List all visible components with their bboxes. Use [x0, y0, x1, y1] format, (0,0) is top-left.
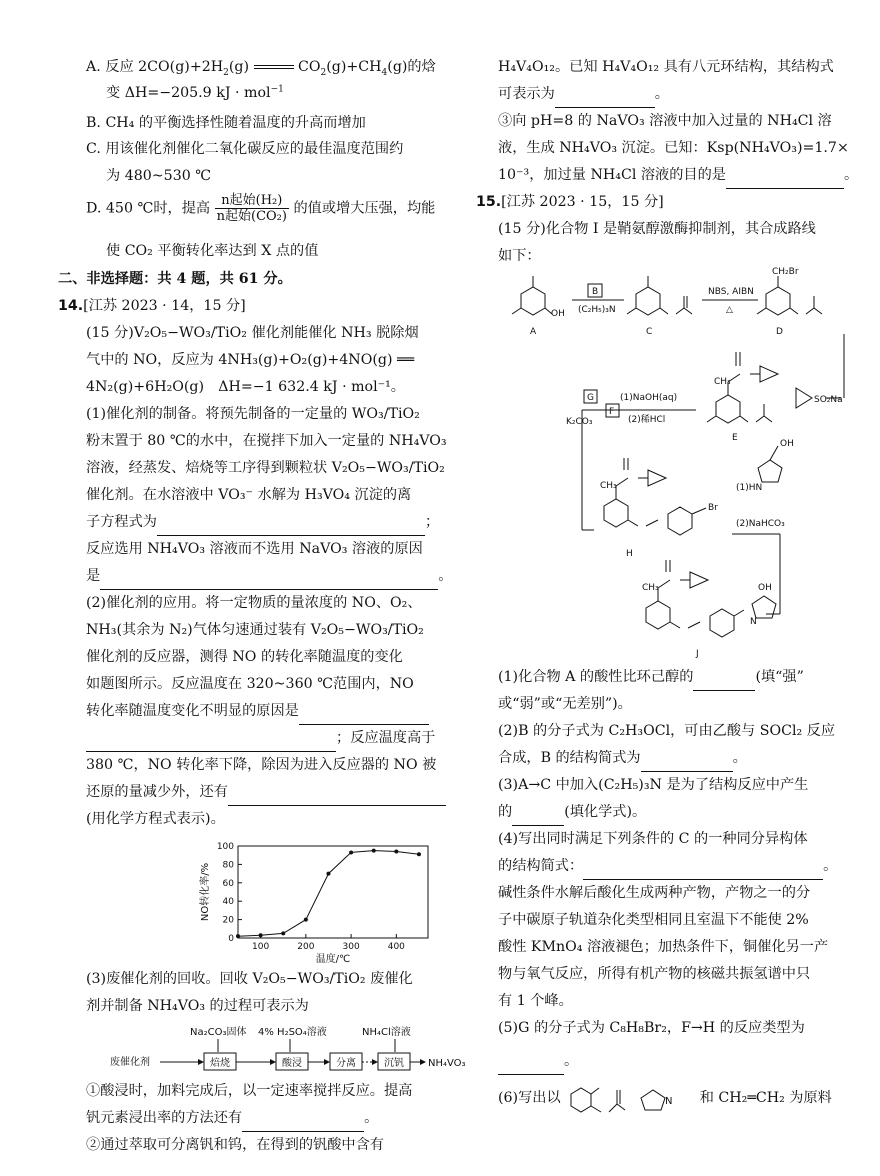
starting-materials-structure	[565, 1078, 695, 1118]
no-conversion-chart	[192, 836, 442, 966]
label-c: C	[646, 327, 653, 337]
svg-text:CH₂Br: CH₂Br	[772, 267, 799, 277]
svg-text:OH: OH	[780, 439, 794, 449]
svg-text:(C₂H₅)₃N: (C₂H₅)₃N	[578, 305, 616, 315]
option-c: C. 用该催化剂催化二氧化碳反应的最佳温度范围约	[86, 141, 404, 157]
recovery-flow-diagram	[110, 1022, 480, 1074]
answer-blank[interactable]	[299, 708, 429, 725]
option-d: D. 450 ℃时，提高 $\frac{\text{n起始(H₂)}}{\text{n起始(CO₂)}}$ 的值或增大压强，均能	[86, 193, 436, 224]
data-point	[236, 934, 240, 938]
svg-text:(2)NaHCO₃: (2)NaHCO₃	[736, 519, 785, 529]
q14-part3-subs: ①酸浸时，加料完成后，以一定速率搅拌反应。提高 钒元素浸出率的方法还有 。 ②通过萃取可分离钒和钨，在得到的钒酸中含有	[86, 1083, 413, 1153]
svg-text:N: N	[665, 1096, 673, 1107]
answer-blank[interactable]	[86, 735, 336, 752]
answer-blank[interactable]	[100, 573, 438, 590]
data-point	[326, 872, 330, 876]
flow-step-2: 酸浸	[282, 1058, 302, 1069]
flow-reagent-3: NH₄Cl溶液	[362, 1027, 411, 1038]
y-tick-label: 0	[228, 934, 234, 944]
svg-text:SO₂Na: SO₂Na	[814, 395, 843, 405]
q14-header: 14.[江苏 2023 · 14，15 分]	[58, 298, 246, 314]
svg-text:(2)稀HCl: (2)稀HCl	[628, 415, 666, 425]
flow-reagent-2: 4% H₂SO₄溶液	[258, 1027, 327, 1038]
svg-text:△: △	[726, 305, 733, 315]
x-tick-label: 200	[297, 942, 315, 952]
q15-intro: (15 分)化合物 I 是鞘氨醇激酶抑制剂，其合成路线 如下：	[498, 221, 816, 264]
option-a: A. 反应 $2CO(g)+2H_2(g)$ $CO_2(g)+CH_4(g)$的焓	[86, 59, 436, 78]
answer-blank[interactable]	[726, 172, 844, 189]
svg-text:CH₃: CH₃	[600, 481, 617, 491]
svg-text:NBS, AIBN: NBS, AIBN	[708, 287, 754, 297]
label-h: H	[626, 549, 633, 559]
flow-end: NH₄VO₃	[428, 1058, 466, 1069]
q15-part6: (6)写出以 N 和 CH₂═CH₂ 为原料	[498, 1078, 870, 1118]
q15-questions: (1)化合物 A 的酸性比环己醇的 (填“强” 或“弱”或“无差别”)。 (2)B 的分子式为 C₂H₃OCl，可由乙酸与 SOCl₂ 反应 合成，B 的结构简式为 。 (3)A→C 中加入(C₂H₅)₃N 是为了结构反应中产生 的 (填化学式)。 (4)写出同时满足下列条件的 C 的一种同分异构体 的结构简式： 。 碱性条件水解后酸化生成两种产物，产物之一的分 子中碳原子轨道杂化类型相同且室温下不能使 2% 酸性 KMnO₄ 溶液褪色；加热条件下，铜催化另一产 物与氧气反应，所得有机产物的核磁共振氢谱中只 有 1 个峰。 (5)G 的分子式为 C₈H₈Br₂，F→H 的反应类型为 。	[498, 664, 870, 1075]
ratio-fraction: $\frac{\text{n起始(H₂)}}{\text{n起始(CO₂)}}$	[216, 193, 287, 224]
svg-text:CH₃: CH₃	[714, 377, 731, 387]
label-e: E	[732, 433, 738, 443]
q14-part3: (3)废催化剂的回收。回收 V₂O₅−WO₃/TiO₂ 废催化 剂并制备 NH₄VO₃ 的过程可表示为	[86, 971, 413, 1014]
section-heading: 二、非选择题：共 4 题，共 61 分。	[58, 271, 292, 287]
y-tick-label: 20	[222, 915, 234, 926]
answer-blank[interactable]	[693, 674, 755, 691]
x-tick-label: 100	[252, 942, 270, 952]
answer-blank[interactable]	[157, 519, 425, 536]
svg-text:K₂CO₃: K₂CO₃	[566, 417, 593, 427]
x-tick-label: 400	[387, 942, 405, 952]
label-b: B	[592, 287, 599, 297]
chart-frame	[238, 846, 428, 938]
y-tick-label: 100	[216, 842, 234, 852]
option-a-line2: 变 ΔH=−205.9 kJ · mol$^{-1}$	[106, 84, 284, 101]
option-c-line2: 为 480~530 ℃	[106, 168, 212, 184]
option-d-line2: 使 CO₂ 平衡转化率达到 X 点的值	[106, 243, 319, 259]
synthesis-scheme	[496, 264, 866, 664]
svg-text:CH₃: CH₃	[642, 583, 659, 593]
q15-header: 15.[江苏 2023 · 15，15 分]	[476, 194, 664, 210]
label-g: G	[587, 393, 594, 403]
x-tick-label: 300	[342, 942, 360, 952]
label-a: A	[530, 327, 537, 337]
answer-blank[interactable]	[228, 789, 446, 806]
data-point	[259, 933, 263, 937]
svg-text:(1)NaOH(aq): (1)NaOH(aq)	[620, 393, 678, 403]
data-point	[304, 918, 308, 922]
svg-text:N: N	[750, 617, 757, 627]
y-axis-label: NO转化率/%	[200, 862, 211, 922]
svg-text:OH: OH	[551, 309, 565, 319]
answer-blank[interactable]	[583, 863, 823, 880]
flow-step-4: 沉钒	[384, 1058, 404, 1069]
flow-step-1: 焙烧	[210, 1058, 230, 1069]
answer-blank[interactable]	[242, 1115, 364, 1132]
answer-blank[interactable]	[512, 809, 564, 826]
svg-text:(1)HN: (1)HN	[736, 483, 763, 493]
y-tick-label: 80	[222, 860, 234, 871]
option-b: B. CH₄ 的平衡选择性随着温度的升高而增加	[86, 115, 366, 131]
answer-blank[interactable]	[641, 755, 733, 772]
flow-reagent-1: Na₂CO₃固体	[190, 1027, 247, 1038]
label-f: F	[609, 407, 615, 417]
data-point	[281, 931, 285, 935]
q14-body: (15 分)V₂O₅−WO₃/TiO₂ 催化剂能催化 NH₃ 脱除烟 气中的 NO，反应为 4NH₃(g)+O₂(g)+4NO(g) ══ 4N₂(g)+6H₂O(g) ΔH=−1 632.4 kJ · mol⁻¹。 (1)催化剂的制备。将预先制备的一定量的 WO₃/TiO₂ 粉末置于 80 ℃的水中，在搅拌下加入一定量的 NH₄VO₃ 溶液，经蒸发、焙烧等工序得到颗粒状 V₂O₅−WO₃/TiO₂ 催化剂。在水溶液中 VO₃⁻ 水解为 H₃VO₄ 沉淀的离 子方程式为 ； 反应选用 NH₄VO₃ 溶液而不选用 NaVO₃ 溶液的原因 是 。 (2)催化剂的应用。将一定物质的量浓度的 NO、O₂、 NH₃(其余为 N₂)气体匀速通过装有 V₂O₅−WO₃/TiO₂ 催化剂的反应器，测得 NO 的转化率随温度的变化 如题图所示。反应温度在 320~360 ℃范围内，NO 转化率随温度变化不明显的原因是 ；反应温度高于 380 ℃，NO 转化率下降，除因为进入反应器的 NO 被 还原的量减少外，还有 (用化学方程式表示)。	[86, 325, 453, 827]
data-point	[349, 850, 353, 854]
svg-text:OH: OH	[758, 583, 772, 593]
label-d: D	[776, 327, 783, 337]
answer-blank[interactable]	[498, 1058, 564, 1075]
answer-blank[interactable]	[555, 91, 655, 108]
data-point	[417, 852, 421, 856]
label-j: J	[696, 649, 699, 659]
flow-start: 废催化剂	[110, 1057, 150, 1068]
flow-step-3: 分离	[336, 1058, 356, 1069]
y-tick-label: 40	[222, 897, 234, 908]
data-point	[372, 849, 376, 853]
q14-continued: H₄V₄O₁₂。已知 H₄V₄O₁₂ 具有八元环结构，其结构式 可表示为 。 ③向 pH=8 的 NaVO₃ 溶液中加入过量的 NH₄Cl 溶 液，生成 NH₄VO₃ 沉淀。已知：Ksp(NH₄VO₃)=1.7× 10⁻³，加过量 NH₄Cl 溶液的目的是 。	[498, 54, 868, 189]
series-line	[238, 851, 419, 937]
x-axis-label: 温度/℃	[315, 954, 351, 965]
y-tick-label: 60	[222, 878, 234, 889]
data-point	[394, 850, 398, 854]
svg-text:Br: Br	[708, 503, 718, 513]
